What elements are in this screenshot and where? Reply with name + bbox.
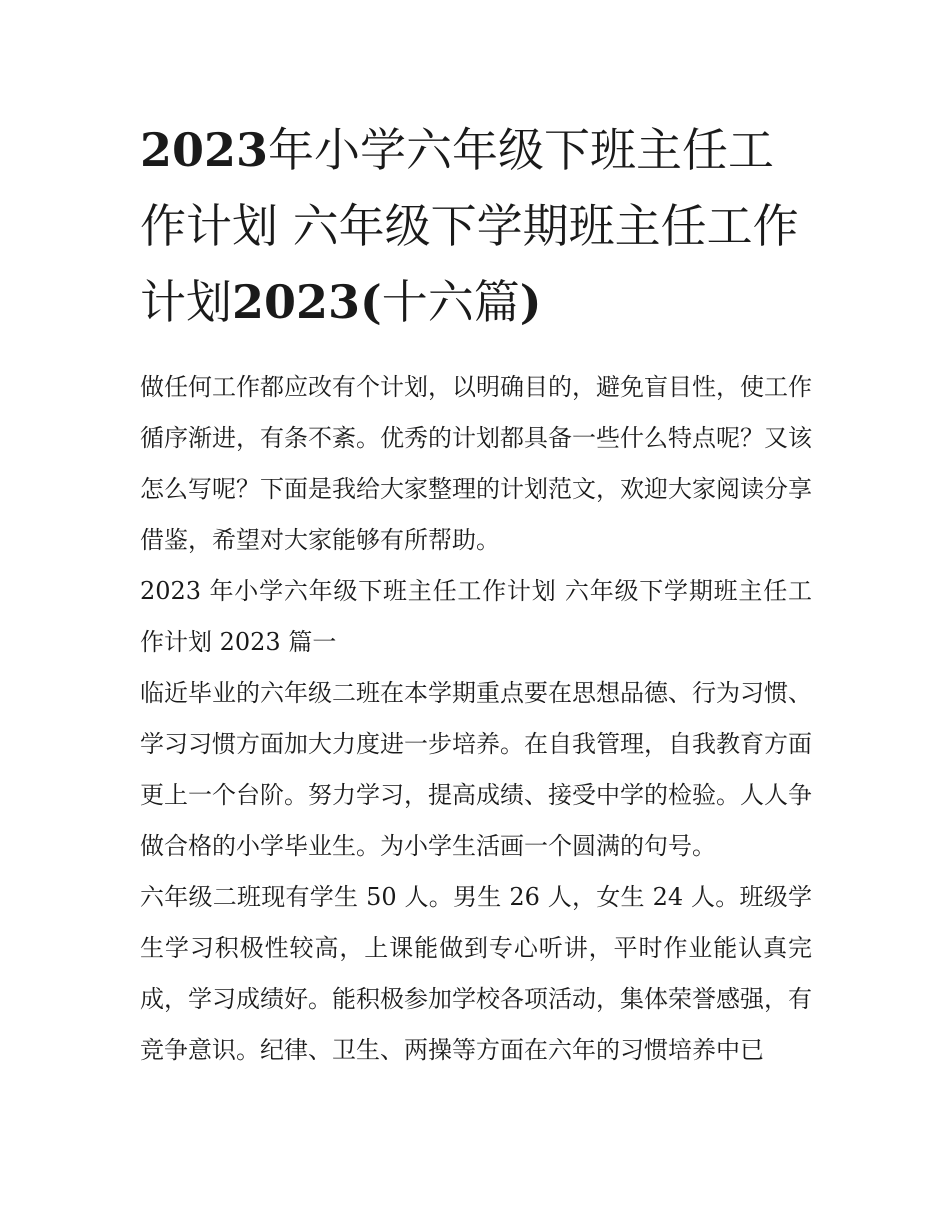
section-heading: 2023 年小学六年级下班主任工作计划 六年级下学期班主任工作计划 2023 篇一	[140, 577, 812, 656]
body-paragraph: 临近毕业的六年级二班在本学期重点要在思想品德、行为习惯、学习习惯方面加大力度进一步培养。在自我管理，自我教育方面更上一个台阶。努力学习，提高成绩、接受中学的检验。人人争做合格的小学毕业生。为小学生活画一个圆满的句号。	[140, 679, 812, 860]
title-segment: )	[519, 275, 542, 329]
body-paragraph: 六年级二班现有学生 50 人。男生 26 人，女生 24 人。班级学生学习积极性较高，上课能做到专心听讲，平时作业能认真完成，学习成绩好。能积极参加学校各项活动，集体荣誉感强，有竞争意识。纪律、卫生、两操等方面在六年的习惯培养中已	[140, 883, 812, 1064]
document-title	[140, 112, 812, 340]
title-segment: 年小学六年级下班主任工作计划 六年级下学期班主任工作计划	[140, 123, 799, 329]
document-page	[140, 112, 812, 1076]
title-segment: 2023	[140, 123, 269, 177]
title-segment: 十六篇	[381, 275, 520, 329]
intro-paragraph: 做任何工作都应改有个计划，以明确目的，避免盲目性，使工作循序渐进，有条不紊。优秀的计划都具备一些什么特点呢？又该怎么写呢？下面是我给大家整理的计划范文，欢迎大家阅读分享借鉴，希望对大家能够有所帮助。	[140, 373, 812, 554]
title-segment: 2023(	[232, 275, 382, 329]
